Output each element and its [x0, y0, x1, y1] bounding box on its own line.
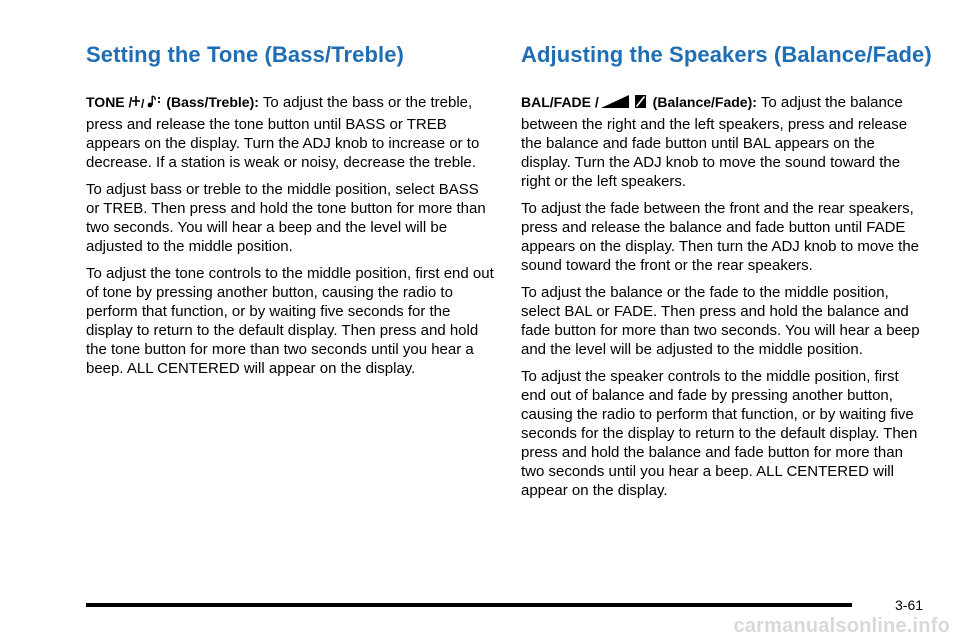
right-column — [521, 42, 932, 508]
balance-lead-prefix: BAL/FADE / — [521, 94, 599, 110]
page-number: 3-61 — [895, 597, 924, 613]
svg-text:/: / — [141, 97, 145, 110]
balance-lead — [521, 94, 757, 110]
footer-rule — [86, 603, 852, 607]
balance-fade-icon — [599, 94, 649, 115]
tone-intro-text: To adjust the bass or the treble, press and release the tone button until BASS or TREB appears on the display. Turn the ADJ knob to increase or to decrease. If a station is weak or noisy, decrease the treble. — [86, 94, 480, 171]
speakers-section-heading: Adjusting the Speakers (Balance/Fade) — [521, 42, 932, 67]
speakers-intro-text: To adjust the balance between the right and the left speakers, press and release the balance and fade button until BAL appears on the display. Turn the ADJ knob to move the sound toward the right or the left speakers. — [521, 94, 908, 190]
tone-lead-suffix: (Bass/Treble): — [166, 94, 259, 110]
speakers-paragraph: To adjust the speaker controls to the middle position, first end out of balance and fade by pressing another button, causing the radio to perform that function, or by waiting five seconds for the display to return to the default display. Then press and hold the balance and fade button for more than two seconds until you hear a beep. ALL CENTERED will appear on the display. — [521, 368, 918, 499]
tone-icon — [132, 94, 162, 115]
speakers-intro-paragraph — [521, 93, 925, 191]
tone-paragraph: To adjust bass or treble to the middle position, select BASS or TREB. Then press and hold the tone button for more than two seconds. You will hear a beep and the level will be adjusted to the middle position. — [86, 181, 486, 255]
watermark: carmanualsonline.info — [733, 615, 950, 637]
speakers-paragraph: To adjust the balance or the fade to the middle position, select BAL or FADE. Then press and hold the balance and fade button for more than two seconds. You will hear a beep and the level will be adjusted to the middle position. — [521, 284, 920, 358]
balance-lead-suffix: (Balance/Fade): — [652, 94, 757, 110]
tone-intro-paragraph — [86, 93, 494, 172]
tone-lead-prefix: TONE / — [86, 94, 133, 110]
tone-lead — [86, 94, 259, 110]
tone-section-heading: Setting the Tone (Bass/Treble) — [86, 42, 404, 67]
speakers-paragraph: To adjust the fade between the front and the rear speakers, press and release the balance and fade button until FADE appears on the display. Then turn the ADJ knob to move the sound toward the front or the rear speakers. — [521, 200, 920, 274]
left-column — [86, 42, 494, 386]
tone-paragraph: To adjust the tone controls to the middle position, first end out of tone by pressing another button, causing the radio to perform that function, or by waiting five seconds for the display to return to the default display. Then press and hold the tone button for more than two seconds until you hear a beep. ALL CENTERED will appear on the display. — [86, 265, 494, 377]
